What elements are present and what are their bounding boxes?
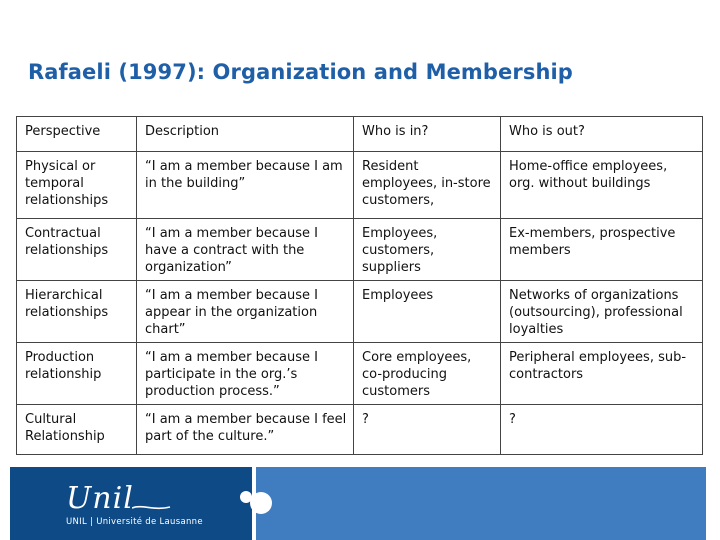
logo-caption: UNIL | Université de Lausanne: [66, 517, 203, 527]
slide-title: Rafaeli (1997): Organization and Membership: [28, 60, 573, 84]
header-who-is-in: Who is in?: [354, 117, 501, 152]
footer-light-band: [256, 467, 706, 540]
table-row: [17, 343, 703, 405]
logo-wordmark: Unil: [66, 481, 134, 516]
cell-who-is-out: ?: [501, 405, 703, 455]
cell-perspective: Cultural Relationship: [17, 405, 137, 455]
cell-description: “I am a member because I am in the building”: [137, 152, 354, 219]
cell-who-is-out: Ex-members, prospective members: [501, 219, 703, 281]
cell-who-is-out: Networks of organizations (outsourcing), professional loyalties: [501, 281, 703, 343]
cell-who-is-in: Core employees, co-producing customers: [354, 343, 501, 405]
cell-who-is-in: ?: [354, 405, 501, 455]
cell-who-is-in: Employees: [354, 281, 501, 343]
cell-who-is-out: Home-office employees, org. without buildings: [501, 152, 703, 219]
logo-swash-icon: [132, 502, 172, 512]
membership-table: [16, 116, 703, 455]
table-row: [17, 281, 703, 343]
decorative-dot: [250, 492, 272, 514]
cell-description: “I am a member because I participate in the org.’s production process.”: [137, 343, 354, 405]
cell-who-is-in: Resident employees, in-store customers,: [354, 152, 501, 219]
table-row: [17, 219, 703, 281]
cell-perspective: Production relationship: [17, 343, 137, 405]
cell-description: “I am a member because I appear in the organization chart”: [137, 281, 354, 343]
cell-who-is-out: Peripheral employees, sub-contractors: [501, 343, 703, 405]
header-who-is-out: Who is out?: [501, 117, 703, 152]
unil-logo: [66, 481, 216, 531]
cell-perspective: Physical or temporal relationships: [17, 152, 137, 219]
footer-banner: [10, 467, 706, 540]
cell-who-is-in: Employees, customers, suppliers: [354, 219, 501, 281]
cell-description: “I am a member because I feel part of the culture.”: [137, 405, 354, 455]
table-row: [17, 152, 703, 219]
cell-description: “I am a member because I have a contract with the organization”: [137, 219, 354, 281]
table-header-row: [17, 117, 703, 152]
header-description: Description: [137, 117, 354, 152]
membership-table-container: [16, 116, 703, 455]
table-row: [17, 405, 703, 455]
header-perspective: Perspective: [17, 117, 137, 152]
cell-perspective: Contractual relationships: [17, 219, 137, 281]
cell-perspective: Hierarchical relationships: [17, 281, 137, 343]
